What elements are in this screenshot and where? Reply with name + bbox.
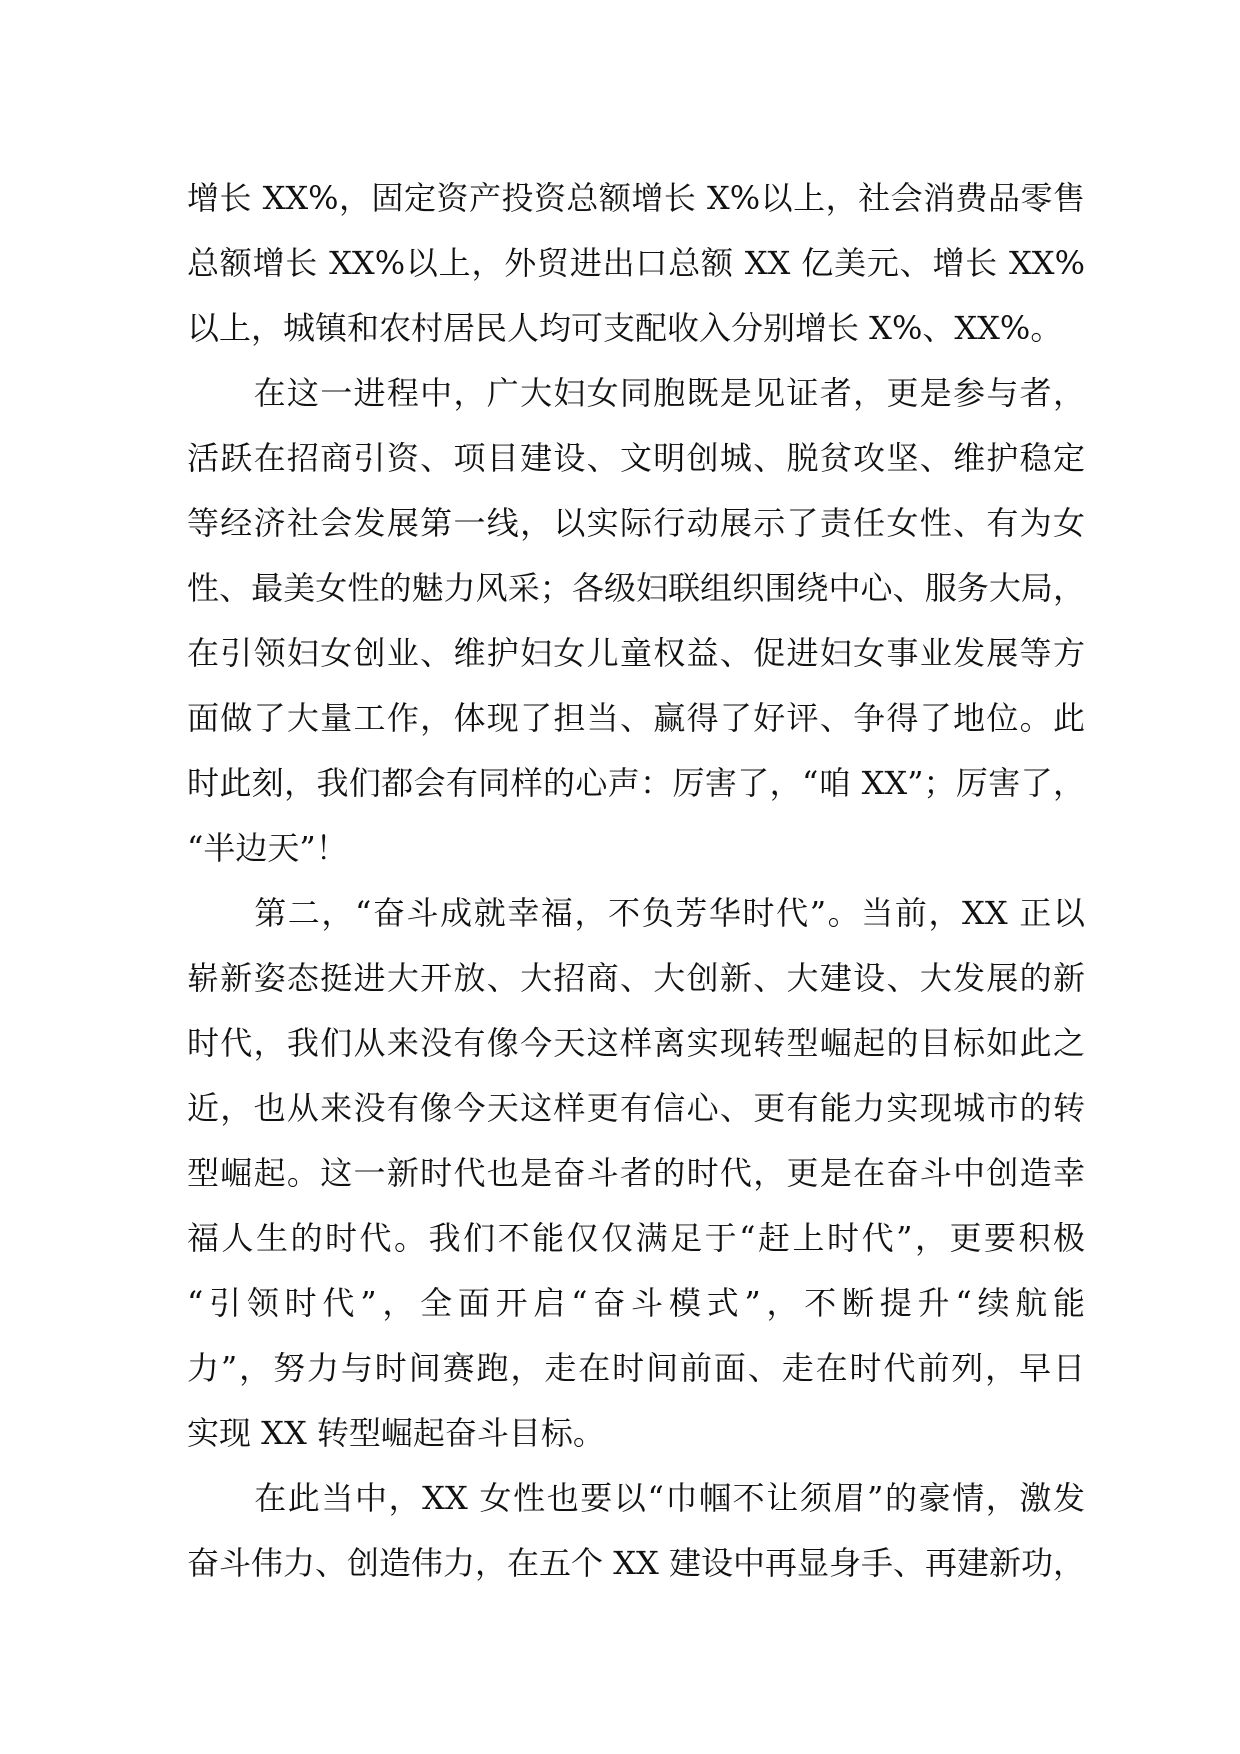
- text-line: 型崛起。这一新时代也是奋斗者的时代，更是在奋斗中创造幸: [187, 1154, 1085, 1192]
- body-text: [187, 166, 1085, 1596]
- text-line: 第二，“奋斗成就幸福，不负芳华时代”。当前，XX 正以: [187, 894, 1085, 932]
- text-line: 总额增长 XX%以上，外贸进出口总额 XX 亿美元、增长 XX%: [187, 244, 1085, 282]
- text-line: 崭新姿态挺进大开放、大招商、大创新、大建设、大发展的新: [187, 959, 1085, 997]
- paragraph-2: [187, 361, 1085, 881]
- text-line: 在这一进程中，广大妇女同胞既是见证者，更是参与者，: [187, 374, 1085, 412]
- paragraph-3: [187, 881, 1085, 1466]
- text-line: 等经济社会发展第一线，以实际行动展示了责任女性、有为女: [187, 504, 1085, 542]
- text-line: 在引领妇女创业、维护妇女儿童权益、促进妇女事业发展等方: [187, 634, 1085, 672]
- text-line: 性、最美女性的魅力风采；各级妇联组织围绕中心、服务大局，: [187, 569, 1085, 607]
- text-line: 福人生的时代。我们不能仅仅满足于“赶上时代”，更要积极: [187, 1219, 1085, 1257]
- text-line: 面做了大量工作，体现了担当、赢得了好评、争得了地位。此: [187, 699, 1085, 737]
- text-line: 增长 XX%，固定资产投资总额增长 X%以上，社会消费品零售: [187, 179, 1085, 217]
- text-line: “半边天”！: [187, 829, 348, 867]
- text-line: 时此刻，我们都会有同样的心声：厉害了，“咱 XX”；厉害了，: [187, 764, 1085, 802]
- text-line: 奋斗伟力、创造伟力，在五个 XX 建设中再显身手、再建新功，: [187, 1544, 1085, 1582]
- text-line: 以上，城镇和农村居民人均可支配收入分别增长 X%、XX%。: [187, 309, 1063, 347]
- text-line: 在此当中，XX 女性也要以“巾帼不让须眉”的豪情，激发: [187, 1479, 1085, 1517]
- text-line: 时代，我们从来没有像今天这样离实现转型崛起的目标如此之: [187, 1024, 1085, 1062]
- text-line: 近，也从来没有像今天这样更有信心、更有能力实现城市的转: [187, 1089, 1085, 1127]
- text-line: 力”，努力与时间赛跑，走在时间前面、走在时代前列，早日: [187, 1349, 1085, 1387]
- paragraph-1: [187, 166, 1085, 361]
- text-line: 活跃在招商引资、项目建设、文明创城、脱贫攻坚、维护稳定: [187, 439, 1085, 477]
- paragraph-4: [187, 1466, 1085, 1596]
- text-line: “引领时代”，全面开启“奋斗模式”，不断提升“续航能: [187, 1284, 1085, 1322]
- text-line: 实现 XX 转型崛起奋斗目标。: [187, 1414, 605, 1452]
